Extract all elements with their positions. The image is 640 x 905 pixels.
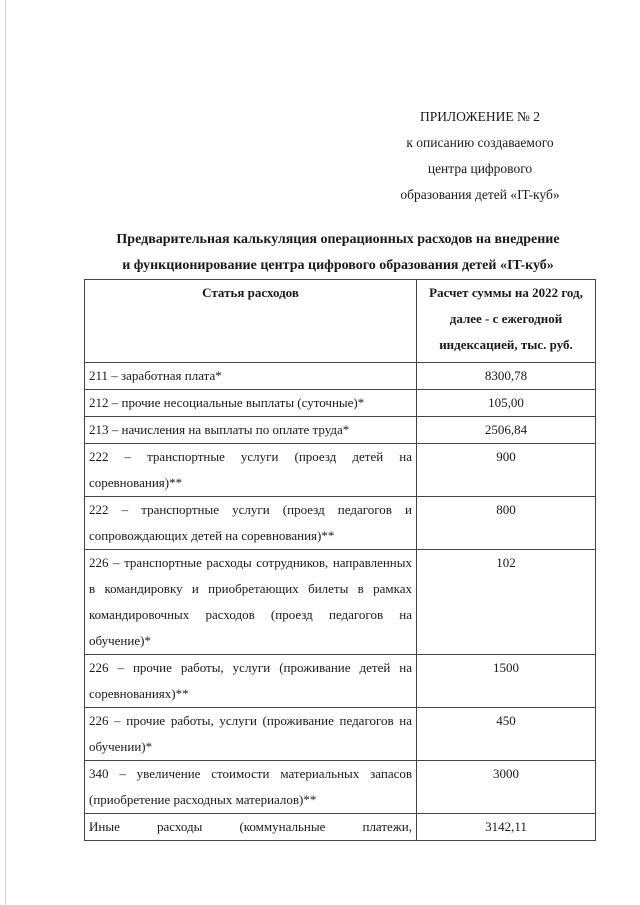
row-item: 226 – транспортные расходы сотрудников, направленных в командировку и приобретающих билеты в рамках командировочных расходов (проезд педагогов на обучение)* [85,550,417,655]
table-row [85,761,596,814]
annex-line-2: к описанию создаваемого [406,135,554,150]
table-row [85,363,596,390]
row-item: 213 – начисления на выплаты по оплате труда* [85,417,417,444]
header-item: Статья расходов [85,280,417,363]
row-amount: 1500 [417,655,596,708]
scan-edge-line [5,0,6,905]
row-item: Иные расходы (коммунальные платежи, [85,814,417,841]
document-title [70,227,606,279]
table-row [85,708,596,761]
row-item: 226 – прочие работы, услуги (проживание педагогов на обучении)* [85,708,417,761]
row-amount: 800 [417,497,596,550]
row-item: 340 – увеличение стоимости материальных запасов (приобретение расходных материалов)** [85,761,417,814]
row-amount: 105,00 [417,390,596,417]
annex-block [360,104,600,208]
table-row [85,550,596,655]
table-row [85,497,596,550]
header-amount: Расчет суммы на 2022 год, далее - с ежегодной индексацией, тыс. руб. [417,280,596,363]
row-amount: 450 [417,708,596,761]
row-amount: 102 [417,550,596,655]
row-item: 222 – транспортные услуги (проезд педагогов и сопровождающих детей на соревнования)** [85,497,417,550]
expenses-table [84,279,596,841]
annex-line-4: образования детей «IT-куб» [400,187,560,202]
row-item: 226 – прочие работы, услуги (проживание детей на соревнованиях)** [85,655,417,708]
annex-line-3: центра цифрового [427,161,533,176]
title-line-2: и функционирование центра цифрового образования детей «IT-куб» [122,258,554,273]
table-header-row [85,280,596,363]
table-row [85,444,596,497]
row-item: 212 – прочие несоциальные выплаты (суточные)* [85,390,417,417]
row-amount: 3142,11 [417,814,596,841]
row-item: 211 – заработная плата* [85,363,417,390]
row-amount: 900 [417,444,596,497]
title-line-1: Предварительная калькуляция операционных расходов на внедрение [116,232,560,247]
row-item: 222 – транспортные услуги (проезд детей на соревнования)** [85,444,417,497]
row-amount: 8300,78 [417,363,596,390]
table-row [85,814,596,841]
annex-number: ПРИЛОЖЕНИЕ № 2 [419,109,541,124]
table-row [85,655,596,708]
table-row [85,390,596,417]
table-row [85,417,596,444]
row-amount: 3000 [417,761,596,814]
row-amount: 2506,84 [417,417,596,444]
